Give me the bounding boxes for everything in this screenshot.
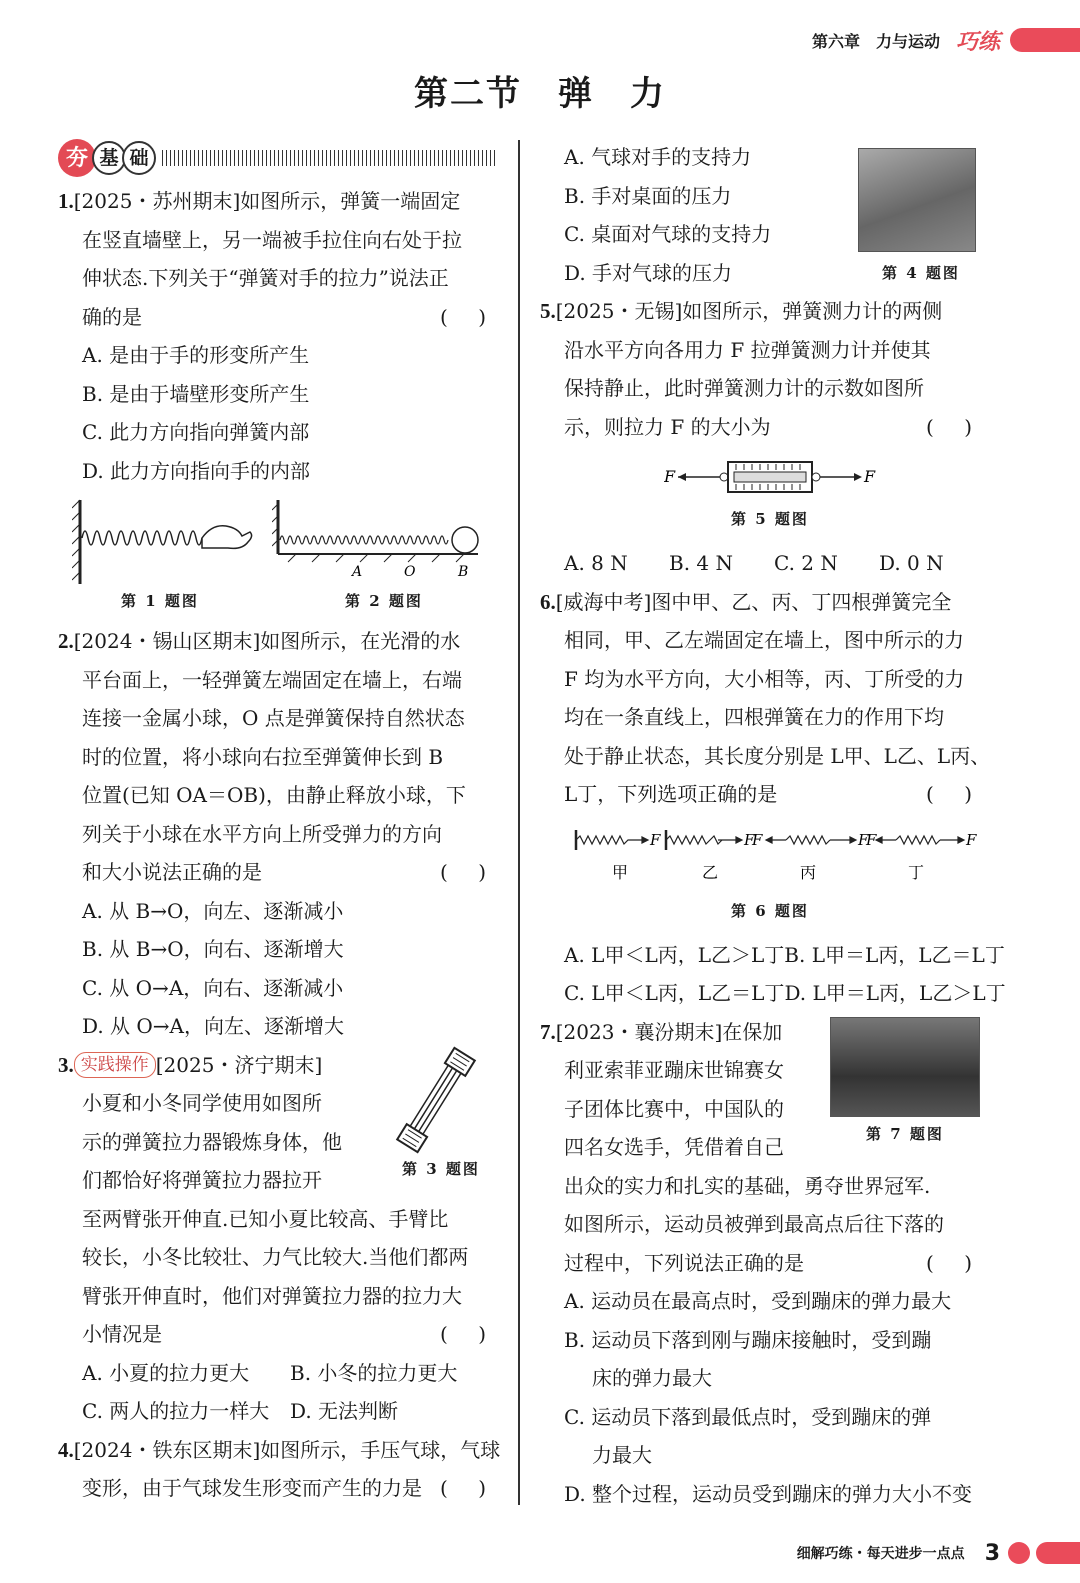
question-text: 如图所示，运动员被弹到最高点后往下落的 <box>564 1212 944 1236</box>
question-text: 处于静止状态，其长度分别是 L甲、L乙、L丙、 <box>564 743 991 768</box>
footer-dot <box>1008 1542 1030 1564</box>
point-b: B <box>458 564 469 578</box>
question-text: 伸状态.下列关于“弹簧对手的拉力”说法正 <box>82 266 449 290</box>
spring-label-bing: 丙 <box>800 862 817 882</box>
question-text: 至两臂张开伸直.已知小夏比较高、手臂比 <box>82 1206 449 1231</box>
question-source: [2025・济宁期末] <box>155 1052 323 1077</box>
answer-paren[interactable]: ( ) <box>926 1250 984 1275</box>
option-a[interactable]: A. 运动员在最高点时，受到蹦床的弹力最大 <box>564 1289 952 1313</box>
question-text: 小情况是 <box>82 1322 162 1346</box>
section-header <box>58 138 498 178</box>
force-label: F <box>866 830 877 849</box>
option-b[interactable]: B. L甲＝L丙，L乙＝L丁 <box>784 942 1005 967</box>
question-text: 和大小说法正确的是 <box>82 860 262 884</box>
question-text: [2024・锡山区期末]如图所示，在光滑的水 <box>73 629 461 653</box>
question-text: [威海中考]图中甲、乙、丙、丁四根弹簧完全 <box>555 589 952 614</box>
option-a[interactable]: A. 从 B→O，向左、逐渐减小 <box>82 898 344 923</box>
question-text: 列关于小球在水平方向上所受弹力的方向 <box>82 821 442 846</box>
question-text: 臂张开伸直时，他们对弹簧拉力器的拉力大 <box>82 1283 462 1308</box>
question-text: 过程中，下列说法正确的是 <box>564 1250 804 1275</box>
answer-paren[interactable]: ( ) <box>926 782 984 806</box>
option-a[interactable]: A. 气球对手的支持力 <box>564 145 752 169</box>
fig5-spring-scale <box>664 456 884 500</box>
answer-paren[interactable]: ( ) <box>440 304 498 329</box>
option-a[interactable]: A. L甲＜L丙，L乙＞L丁 <box>564 942 785 967</box>
force-label: F <box>858 830 869 849</box>
option-b[interactable]: B. 小冬的拉力更大 <box>290 1360 458 1385</box>
question-text: 平台面上，一轻弹簧左端固定在墙上，右端 <box>82 667 462 692</box>
option-b-cont[interactable]: 床的弹力最大 <box>592 1366 712 1390</box>
spring-label-yi: 乙 <box>702 862 719 882</box>
option-a[interactable]: A. 8 N <box>564 551 628 575</box>
question-text: 子团体比赛中，中国队的 <box>564 1096 784 1121</box>
question-text: 沿水平方向各用力 F 拉弹簧测力计并使其 <box>564 337 931 362</box>
question-text: 示的弹簧拉力器锻炼身体，他 <box>82 1129 342 1154</box>
question-number: 2. <box>58 629 74 653</box>
question-text: 示，则拉力 F 的大小为 <box>564 414 771 439</box>
force-label: F <box>650 830 661 849</box>
option-c[interactable]: C. 此力方向指向弹簧内部 <box>82 420 310 444</box>
practice-badge: 实践操作 <box>74 1052 156 1078</box>
fig1-spring-hand <box>72 498 256 588</box>
question-text: 时的位置，将小球向右拉至弹簧伸长到 B <box>82 744 444 769</box>
fig2-caption: 第 2 题图 <box>345 592 423 610</box>
question-text: [2025・苏州期末]如图所示，弹簧一端固定 <box>73 189 461 213</box>
brand-logo: 巧练 <box>955 29 1000 55</box>
fig1-caption: 第 1 题图 <box>121 592 199 610</box>
question-number: 6. <box>540 589 556 614</box>
footer-bar <box>1036 1542 1080 1564</box>
fig7-trampoline-photo <box>830 1017 980 1117</box>
question-text: 连接一金属小球，O 点是弹簧保持自然状态 <box>82 706 465 730</box>
option-c[interactable]: C. 运动员下落到最低点时，受到蹦床的弹 <box>564 1404 932 1429</box>
question-number: 5. <box>540 299 556 323</box>
question-text: 四名女选手，凭借着自己 <box>564 1135 784 1159</box>
point-a: A <box>352 564 363 578</box>
force-label: F <box>744 830 755 849</box>
question-number: 3. <box>58 1052 74 1077</box>
question-4 <box>58 1431 501 1508</box>
header-bar <box>1010 28 1080 52</box>
question-3 <box>58 1046 498 1431</box>
section-mark-3: 础 <box>122 141 156 175</box>
figures-1-2 <box>58 490 498 622</box>
option-d[interactable]: D. L甲＝L丙，L乙＞L丁 <box>784 981 1006 1005</box>
option-d[interactable]: D. 从 O→A，向左、逐渐增大 <box>82 1014 344 1038</box>
option-b[interactable]: B. 手对桌面的压力 <box>564 183 732 208</box>
option-d[interactable]: D. 此力方向指向手的内部 <box>82 458 311 483</box>
answer-paren[interactable]: ( ) <box>440 860 498 884</box>
question-6 <box>540 583 1006 1013</box>
footer-slogan: 细解巧练・每天进步一点点 <box>796 1546 965 1562</box>
force-label: F <box>966 830 977 849</box>
column-divider <box>518 140 520 1505</box>
point-o: O <box>404 564 416 578</box>
question-text: [2024・铁东区期末]如图所示，手压气球，气球 <box>73 1437 501 1462</box>
force-label-right: F <box>864 467 876 486</box>
question-number: 1. <box>58 189 74 213</box>
force-label: F <box>752 830 763 849</box>
fig2-spring-ball <box>272 498 486 578</box>
option-d[interactable]: D. 无法判断 <box>290 1399 399 1423</box>
answer-paren[interactable]: ( ) <box>440 1476 498 1500</box>
question-5 <box>540 292 984 583</box>
page-footer <box>797 1537 1080 1569</box>
fig7-caption: 第 7 题图 <box>866 1124 944 1143</box>
question-text: [2025・无锡]如图所示，弹簧测力计的两侧 <box>555 299 943 323</box>
question-text: 们都恰好将弹簧拉力器拉开 <box>82 1168 322 1192</box>
force-label-left: F <box>664 467 676 486</box>
section-hatch <box>162 150 498 166</box>
section-mark-1: 夯 <box>58 139 96 177</box>
option-a[interactable]: A. 是由于手的形变所产生 <box>82 343 310 367</box>
question-text: F 均为水平方向，大小相等，丙、丁所受的力 <box>564 666 965 691</box>
fig5-caption: 第 5 题图 <box>731 510 809 528</box>
page-title: 第二节 弹 力 <box>414 74 666 114</box>
option-c[interactable]: C. 2 N <box>774 551 838 575</box>
question-text: 小夏和小冬同学使用如图所 <box>82 1091 322 1115</box>
option-c[interactable]: C. 桌面对气球的支持力 <box>564 222 772 246</box>
question-text: 位置(已知 OA＝OB)，由静止释放小球，下 <box>82 783 466 807</box>
option-c-cont[interactable]: 力最大 <box>592 1443 652 1467</box>
option-d[interactable]: D. 0 N <box>879 551 944 575</box>
fig4-balloon-photo <box>858 148 976 252</box>
question-text: 相同，甲、乙左端固定在墙上，图中所示的力 <box>564 628 964 652</box>
right-column <box>540 138 1006 1513</box>
fig3-chest-expander <box>376 1040 496 1160</box>
option-b[interactable]: B. 4 N <box>669 551 733 575</box>
chapter-title: 第六章 力与运动 <box>811 31 940 51</box>
question-4-options <box>540 138 984 292</box>
question-text: 变形，由于气球发生形变而产生的力是 <box>82 1476 422 1500</box>
question-7 <box>540 1013 984 1514</box>
option-d[interactable]: D. 整个过程，运动员受到蹦床的弹力大小不变 <box>564 1481 973 1506</box>
question-text: 均在一条直线上，四根弹簧在力的作用下均 <box>564 705 944 729</box>
option-c[interactable]: C. 两人的拉力一样大 <box>82 1399 270 1423</box>
question-text: 确的是 <box>82 304 142 329</box>
option-b[interactable]: B. 是由于墙壁形变所产生 <box>82 381 310 406</box>
spring-label-jia: 甲 <box>612 862 629 882</box>
answer-paren[interactable]: ( ) <box>440 1322 498 1346</box>
question-text: [2023・襄汾期末]在保加 <box>555 1019 783 1044</box>
question-number: 4. <box>58 1437 74 1462</box>
option-d[interactable]: D. 手对气球的压力 <box>564 260 733 285</box>
option-c[interactable]: C. L甲＜L丙，L乙＝L丁 <box>564 981 785 1005</box>
question-1 <box>58 182 498 490</box>
option-a[interactable]: A. 小夏的拉力更大 <box>82 1360 250 1385</box>
option-b[interactable]: B. 运动员下落到刚与蹦床接触时，受到蹦 <box>564 1327 932 1352</box>
question-text: 较长，小冬比较壮、力气比较大.当他们都两 <box>82 1245 469 1269</box>
question-text: 保持静止，此时弹簧测力计的示数如图所 <box>564 376 924 400</box>
spring-label-ding: 丁 <box>908 862 925 882</box>
page-number: 3 <box>984 1540 1000 1566</box>
question-text: L丁，下列选项正确的是 <box>564 782 778 806</box>
question-text: 出众的实力和扎实的基础，勇夺世界冠军. <box>564 1173 931 1198</box>
question-text: 在竖直墙壁上，另一端被手拉住向右处于拉 <box>82 227 462 252</box>
fig3-caption: 第 3 题图 <box>402 1159 480 1178</box>
question-2 <box>58 622 498 1046</box>
section-mark-2: 基 <box>92 141 126 175</box>
fig6-caption: 第 6 题图 <box>731 901 809 920</box>
answer-paren[interactable]: ( ) <box>926 414 984 439</box>
page-header <box>812 22 1080 58</box>
fig6-four-springs <box>570 822 980 888</box>
question-number: 7. <box>540 1019 556 1044</box>
fig4-caption: 第 4 题图 <box>882 264 960 282</box>
option-b[interactable]: B. 从 B→O，向右、逐渐增大 <box>82 937 344 961</box>
question-text: 利亚索菲亚蹦床世锦赛女 <box>564 1058 784 1082</box>
left-column <box>58 138 501 1508</box>
option-c[interactable]: C. 从 O→A，向右、逐渐减小 <box>82 975 344 1000</box>
